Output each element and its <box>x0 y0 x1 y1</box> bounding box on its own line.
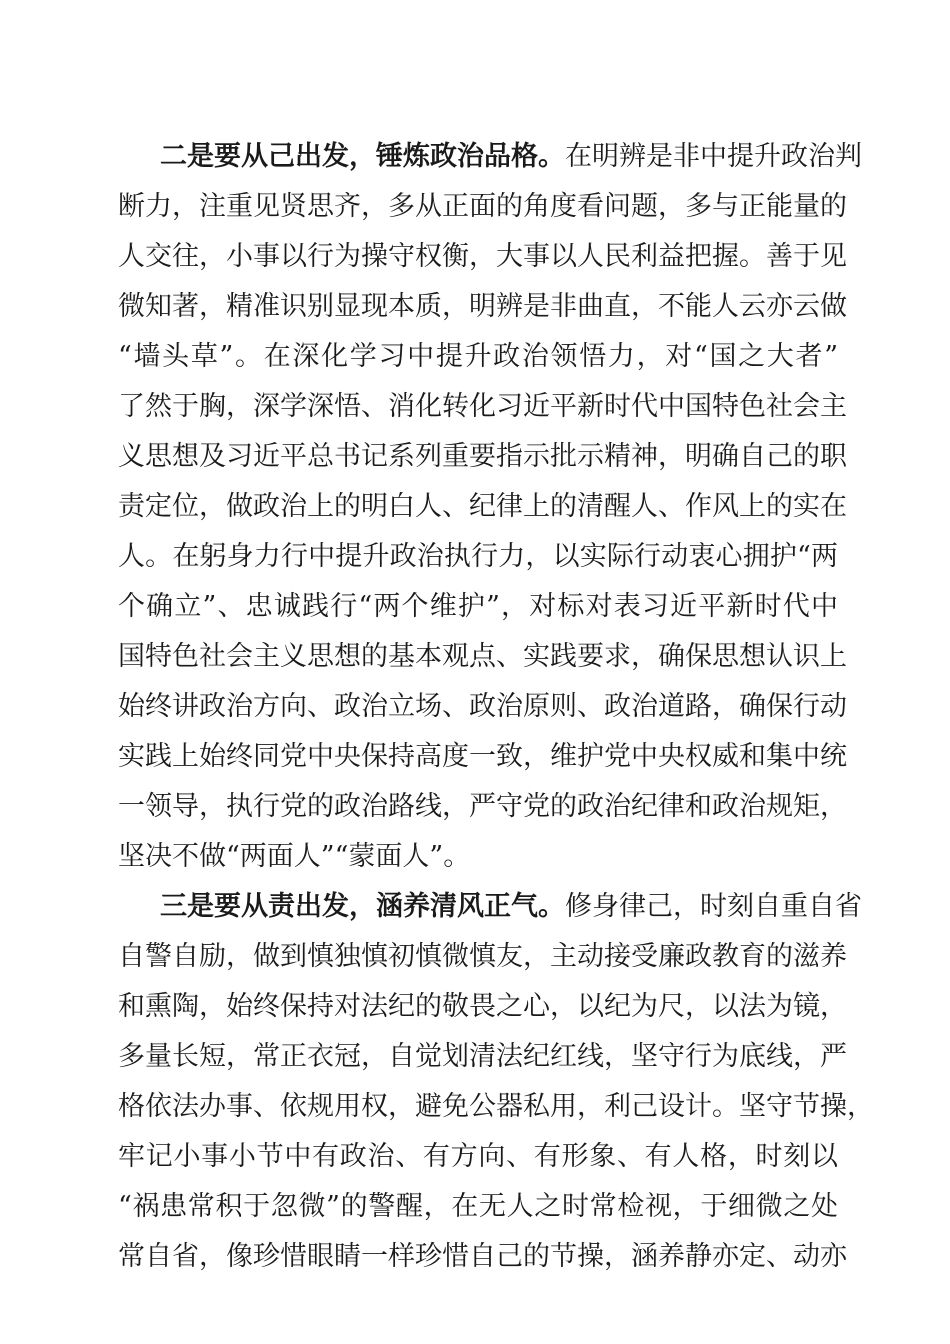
paragraph-1-line-12: 始终讲政治方向、政治立场、政治原则、政治道路，确保行动 <box>118 691 847 722</box>
paragraph-1-line-4: 微知著，精准识别显现本质，明辨是非曲直，不能人云亦云做 <box>118 291 847 322</box>
paragraph-1-line-15: 坚决不做“两面人”“蒙面人”。 <box>118 841 471 872</box>
paragraph-1-line-1-text: 在明辨是非中提升政治判 <box>565 141 862 172</box>
paragraph-1-line-5: “墙头草”。在深化学习中提升政治领悟力，对“国之大者” <box>118 341 838 372</box>
paragraph-1-line-3: 人交往，小事以行为操守权衡，大事以人民利益把握。善于见 <box>118 241 847 272</box>
paragraph-1-line-2: 断力，注重见贤思齐，多从正面的角度看问题，多与正能量的 <box>118 191 847 222</box>
paragraph-2-lead: 三是要从责出发，涵养清风正气。 <box>160 891 565 922</box>
paragraph-2-line-8: 常自省，像珍惜眼睛一样珍惜自己的节操，涵养静亦定、动亦 <box>118 1241 847 1272</box>
paragraph-1-line-13: 实践上始终同党中央保持高度一致，维护党中央权威和集中统 <box>118 741 847 772</box>
paragraph-2-line-7: “祸患常积于忽微”的警醒，在无人之时常检视，于细微之处 <box>118 1191 838 1222</box>
paragraph-1-line-8: 责定位，做政治上的明白人、纪律上的清醒人、作风上的实在 <box>118 491 847 522</box>
paragraph-2-line-4: 多量长短，常正衣冠，自觉划清法纪红线，坚守行为底线，严 <box>118 1041 847 1072</box>
paragraph-2-line-2: 自警自励，做到慎独慎初慎微慎友，主动接受廉政教育的滋养 <box>118 941 847 972</box>
paragraph-1-lead: 二是要从己出发，锤炼政治品格。 <box>160 141 565 172</box>
paragraph-1-line-1 <box>160 133 862 181</box>
paragraph-1-line-14: 一领导，执行党的政治路线，严守党的政治纪律和政治规矩， <box>118 791 847 822</box>
paragraph-1-line-9: 人。在躬身力行中提升政治执行力，以实际行动衷心拥护“两 <box>118 541 838 572</box>
paragraph-1-line-11: 国特色社会主义思想的基本观点、实践要求，确保思想认识上 <box>118 641 847 672</box>
paragraph-2-line-1-text: 修身律己，时刻自重自省 <box>565 891 862 922</box>
paragraph-2-line-3: 和熏陶，始终保持对法纪的敬畏之心，以纪为尺，以法为镜， <box>118 991 847 1022</box>
paragraph-2-line-5: 格依法办事、依规用权，避免公器私用，利己设计。坚守节操， <box>118 1091 874 1122</box>
paragraph-1-line-6: 了然于胸，深学深悟、消化转化习近平新时代中国特色社会主 <box>118 391 847 422</box>
paragraph-1-line-7: 义思想及习近平总书记系列重要指示批示精神，明确自己的职 <box>118 441 847 472</box>
paragraph-2-line-1 <box>160 883 862 931</box>
paragraph-2-line-6: 牢记小事小节中有政治、有方向、有形象、有人格，时刻以 <box>118 1141 838 1172</box>
paragraph-1-line-10: 个确立”、忠诚践行“两个维护”，对标对表习近平新时代中 <box>118 591 838 622</box>
